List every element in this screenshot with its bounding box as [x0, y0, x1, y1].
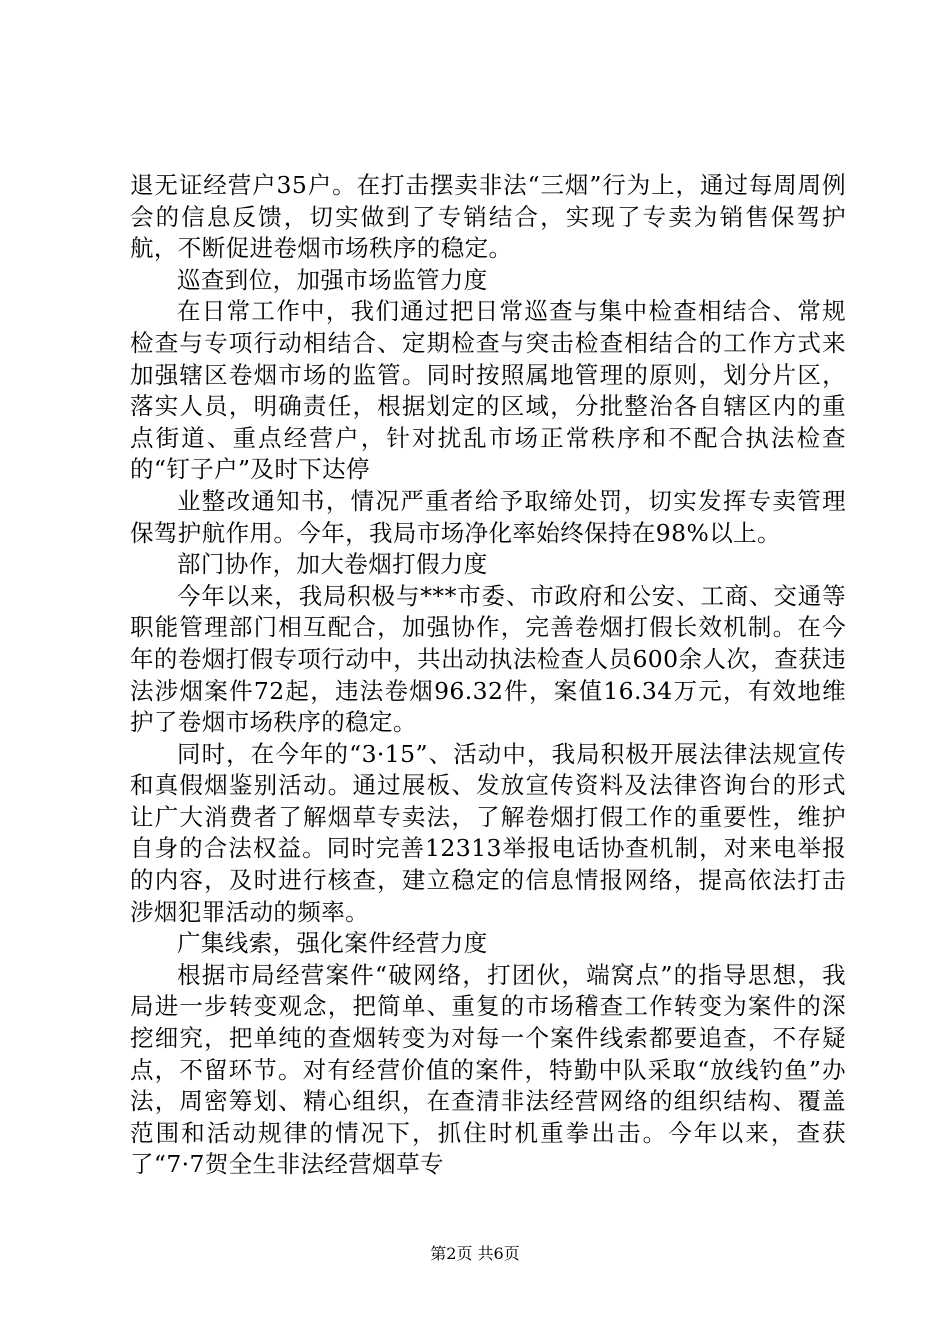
section-heading: 巡查到位，加强市场监管力度 — [177, 265, 488, 294]
paragraph: 在日常工作中，我们通过把日常巡查与集中检查相结合、常规检查与专项行动相结合、定期检查与突击检查相结合的工作方式来加强辖区卷烟市场的监管。同时按照属地管理的原则，划分片区，落实人员，明确责任，根据划定的区域，分批整治各自辖区内的重点街道、重点经营户，针对扰乱市场正常秩序和不配合执法检查的“钉子户”及时下达停 — [130, 297, 846, 484]
paragraph: 今年以来，我局积极与***市委、市政府和公安、工商、交通等职能管理部门相互配合，加强协作，完善卷烟打假长效机制。在今年的卷烟打假专项行动中，共出动执法检查人员600余人次，查获违法涉烟案件72起，违法卷烟96.32件，案值16.34万元，有效地维护了卷烟市场秩序的稳定。 — [130, 581, 846, 737]
paragraph: 同时，在今年的“3·15”、活动中，我局积极开展法律法规宣传和真假烟鉴别活动。通过展板、发放宣传资料及法律咨询台的形式让广大消费者了解烟草专卖法，了解卷烟打假工作的重要性，维护自身的合法权益。同时完善12313举报电话协查机制，对来电举报的内容，及时进行核查，建立稳定的信息情报网络，提高依法打击涉烟犯罪活动的频率。 — [130, 739, 846, 926]
paragraph: 根据市局经营案件“破网络，打团伙，端窝点”的指导思想，我局进一步转变观念，把简单、重复的市场稽查工作转变为案件的深挖细究，把单纯的查烟转变为对每一个案件线索都要追查，不存疑点，不留环节。对有经营价值的案件，特勤中队采取“放线钓鱼”办法，周密筹划、精心组织，在查清非法经营网络的组织结构、覆盖范围和活动规律的情况下，抓住时机重拳出击。今年以来，查获了“7·7贺全生非法经营烟草专 — [130, 960, 846, 1179]
section-heading: 部门协作，加大卷烟打假力度 — [177, 550, 488, 579]
paragraph: 退无证经营户35户。在打击摆卖非法“三烟”行为上，通过每周周例会的信息反馈，切实做到了专销结合，实现了专卖为销售保驾护航，不断促进卷烟市场秩序的稳定。 — [130, 171, 846, 263]
section-heading: 广集线索，强化案件经营力度 — [177, 929, 488, 958]
paragraph: 业整改通知书，情况严重者给予取缔处罚，切实发挥专卖管理保驾护航作用。今年，我局市场净化率始终保持在98%以上。 — [130, 486, 846, 547]
document-body — [130, 170, 846, 1181]
page-footer: 第2页 共6页 — [430, 1244, 520, 1263]
